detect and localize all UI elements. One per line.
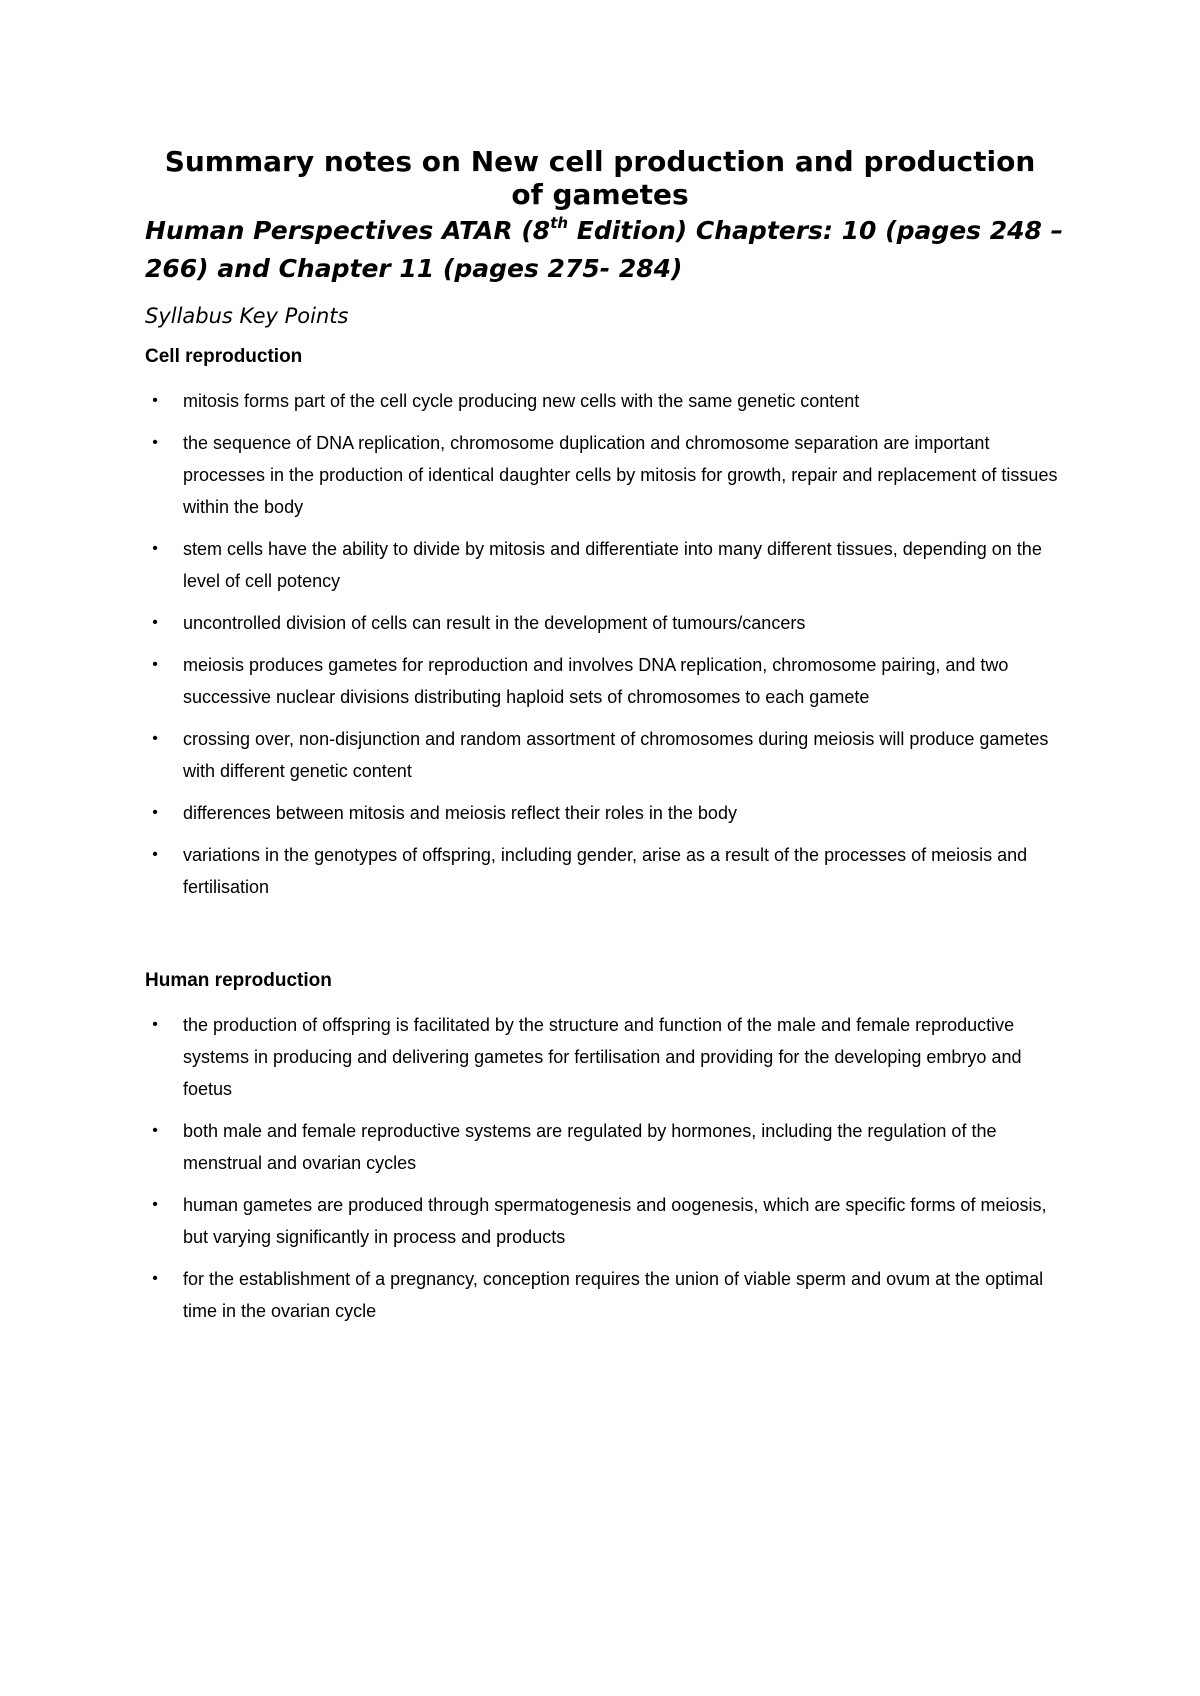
list-item-text: for the establishment of a pregnancy, conception requires the union of viable sperm and ovum at the optimal time in the ovarian cycle <box>183 1269 1044 1321</box>
bullet-icon: • <box>152 804 158 821</box>
bullet-icon: • <box>152 1270 158 1287</box>
list-item-text: variations in the genotypes of offspring, including gender, arise as a result of the processes of meiosis and fertilisation <box>183 845 1028 897</box>
bullet-icon: • <box>152 540 158 557</box>
bullet-icon: • <box>152 730 158 747</box>
list-item <box>145 839 1075 903</box>
document-title: Summary notes on New cell production and production of gametes <box>164 145 1036 211</box>
section-heading-human-reproduction: Human reproduction <box>145 970 332 991</box>
list-item-text: uncontrolled division of cells can result in the development of tumours/cancers <box>183 613 806 633</box>
bullet-icon: • <box>152 392 158 409</box>
list-item <box>145 1009 1075 1105</box>
list-item <box>145 533 1075 597</box>
list-item-text: mitosis forms part of the cell cycle producing new cells with the same genetic content <box>183 391 860 411</box>
section-heading-cell-reproduction: Cell reproduction <box>145 346 303 367</box>
bullet-icon: • <box>152 434 158 451</box>
bullet-icon: • <box>152 656 158 673</box>
list-item <box>145 1263 1075 1327</box>
list-item-text: the sequence of DNA replication, chromosome duplication and chromosome separation are important processes in the production of identical daughter cells by mitosis for growth, repair and replacement of tissues within the body <box>183 433 1058 517</box>
bullet-icon: • <box>152 1016 158 1033</box>
list-item-text: the production of offspring is facilitated by the structure and function of the male and female reproductive systems in producing and delivering gametes for fertilisation and providing for the developing embryo and foetus <box>183 1015 1022 1099</box>
list-item-text: differences between mitosis and meiosis reflect their roles in the body <box>183 803 737 823</box>
list-item <box>145 385 1075 417</box>
list-item <box>145 427 1075 523</box>
subtitle-text-start: Human Perspectives ATAR (8 <box>145 216 551 245</box>
bullet-icon: • <box>152 1196 158 1213</box>
list-item-text: human gametes are produced through spermatogenesis and oogenesis, which are specific forms of meiosis, but varying significantly in process and products <box>183 1195 1047 1247</box>
bullet-list-cell-reproduction <box>145 385 1075 913</box>
bullet-icon: • <box>152 614 158 631</box>
bullet-icon: • <box>152 1122 158 1139</box>
list-item-text: crossing over, non-disjunction and random assortment of chromosomes during meiosis will produce gametes with different genetic content <box>183 729 1049 781</box>
list-item-text: stem cells have the ability to divide by mitosis and differentiate into many different tissues, depending on the level of cell potency <box>183 539 1042 591</box>
document-subtitle <box>145 212 1065 288</box>
list-item <box>145 797 1075 829</box>
list-item <box>145 1189 1075 1253</box>
syllabus-heading: Syllabus Key Points <box>145 304 349 328</box>
list-item-text: both male and female reproductive systems are regulated by hormones, including the regulation of the menstrual and ovarian cycles <box>183 1121 997 1173</box>
list-item <box>145 607 1075 639</box>
list-item-text: meiosis produces gametes for reproduction and involves DNA replication, chromosome pairing, and two successive nuclear divisions distributing haploid sets of chromosomes to each gamete <box>183 655 1009 707</box>
list-item <box>145 649 1075 713</box>
subtitle-text-end: Edition) Chapters: 10 (pages 248 – 266) and Chapter 11 (pages 275- 284) <box>145 216 1064 283</box>
bullet-icon: • <box>152 846 158 863</box>
list-item <box>145 723 1075 787</box>
bullet-list-human-reproduction <box>145 1009 1075 1337</box>
list-item <box>145 1115 1075 1179</box>
subtitle-superscript: th <box>550 214 569 232</box>
